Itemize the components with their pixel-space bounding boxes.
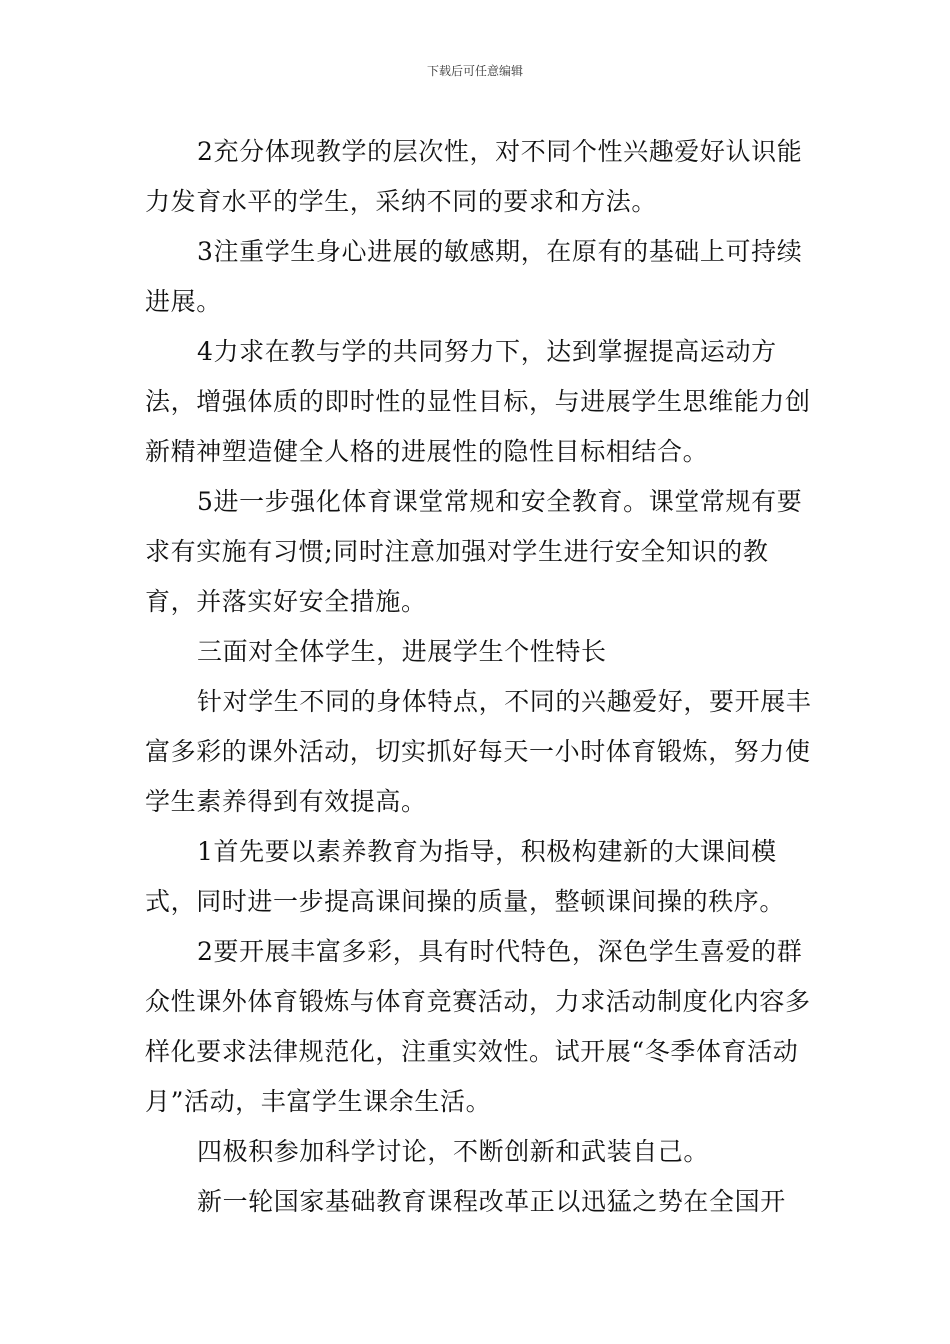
paragraph: 2要开展丰富多彩，具有时代特色，深色学生喜爱的群众性课外体育锻炼与体育竞赛活动，力求活动制度化内容多样化要求法律规范化，注重实效性。试开展“冬季体育活动月”活动，丰富学生课余生活。: [145, 937, 811, 1116]
section-heading: 三面对全体学生，进展学生个性特长: [197, 637, 607, 666]
paragraph: 5进一步强化体育课堂常规和安全教育。课堂常规有要求有实施有习惯;同时注意加强对学生进行安全知识的教育，并落实好安全措施。: [145, 487, 803, 616]
paragraph: 3注重学生身心进展的敏感期，在原有的基础上可持续进展。: [145, 237, 803, 316]
paragraph: 2充分体现教学的层次性，对不同个性兴趣爱好认识能力发育水平的学生，采纳不同的要求和方法。: [145, 137, 803, 216]
paragraph: 4力求在教与学的共同努力下，达到掌握提高运动方法，增强体质的即时性的显性目标，与进展学生思维能力创新精神塑造健全人格的进展性的隐性目标相结合。: [145, 337, 811, 466]
section-heading: 四极积参加科学讨论，不断创新和武装自己。: [197, 1137, 710, 1166]
header-note: 下载后可任意编辑: [426, 64, 523, 78]
paragraph: 针对学生不同的身体特点，不同的兴趣爱好，要开展丰富多彩的课外活动，切实抓好每天一小时体育锻炼，努力使学生素养得到有效提高。: [145, 687, 812, 816]
document-body: [145, 127, 813, 1227]
paragraph: 1首先要以素养教育为指导，积极构建新的大课间模式，同时进一步提高课间操的质量，整顿课间操的秩序。: [145, 837, 786, 916]
paragraph: 新一轮国家基础教育课程改革正以迅猛之势在全国开: [197, 1187, 786, 1216]
